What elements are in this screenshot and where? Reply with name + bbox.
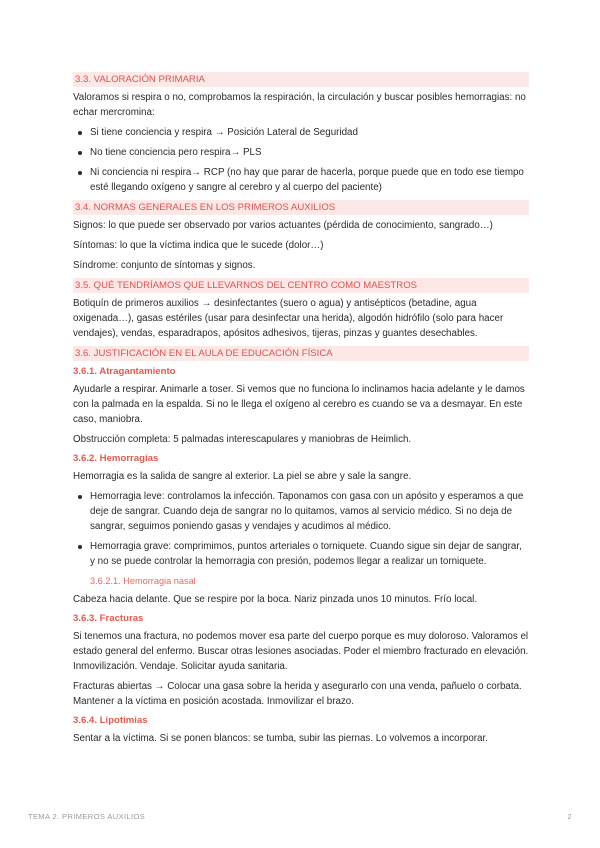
subheading-atragantamiento: 3.6.1. Atragantamiento [73, 366, 176, 377]
paragraph: Si tenemos una fractura, no podemos mover esa parte del cuerpo porque es muy doloroso. Valoramos el estado general del enfermo. Buscar otras lesiones asociadas. Poder el miembro fracturado en elevación. Inmovilización. Vendaje. Solicitar ayuda sanitaria. [73, 631, 529, 672]
bullet-list [73, 125, 529, 195]
paragraph: Ayudarle a respirar. Animarle a toser. Si vemos que no funciona lo inclinamos hacia adelante y le damos con la palmada en la espalda. Si no le llega el oxígeno al cerebro es cuando se va a desmayar. En este caso, maniobra. [73, 384, 525, 425]
list-item: Si tiene conciencia y respira → Posición Lateral de Seguridad [73, 125, 529, 140]
paragraph: Síndrome: conjunto de síntomas y signos. [73, 260, 256, 271]
subheading-lipotimias: 3.6.4. Lipotimias [73, 715, 148, 726]
paragraph: Sentar a la víctima. Si se ponen blancos: se tumba, subir las piernas. Lo volvemos a incorporar. [73, 733, 488, 744]
paragraph: Síntomas: lo que la víctima indica que le sucede (dolor…) [73, 240, 324, 251]
list-item: Hemorragia grave: comprimimos, puntos arteriales o torniquete. Cuando sigue sin dejar de sangrar, y no se puede controlar la hemorragia con presión, podemos llegar a realizar un torniquete. [73, 539, 529, 569]
paragraph: Botiquín de primeros auxilios → desinfectantes (suero o agua) y antisépticos (betadine, agua oxigenada…), gasas estériles (usar para desinfectar una herida), algodón hidrófilo (solo para hacer vendajes), vendas, esparadrapos, apósitos adhesivos, tijeras, pinzas y guantes desechables. [73, 298, 504, 339]
paragraph: Hemorragia es la salida de sangre al exterior. La piel se abre y sale la sangre. [73, 471, 412, 482]
list-item: Hemorragia leve: controlamos la infección. Taponamos con gasa con un apósito y esperamos a que deje de sangrar. Cuando deja de sangrar no lo quitamos, vamos al servicio médico. Si no deja de sangrar, seguimos poniendo gasas y vendajes y acudimos al médico. [73, 489, 529, 534]
paragraph: Signos: lo que puede ser observado por varios actuantes (pérdida de conocimiento, sangrado…) [73, 220, 493, 231]
paragraph: Fracturas abiertas → Colocar una gasa sobre la herida y asegurarlo con una venda, pañuelo o corbata. Mantener a la víctima en posición acostada. Inmovilizar el brazo. [73, 681, 522, 707]
paragraph: Cabeza hacia delante. Que se respire por la boca. Nariz pinzada unos 10 minutos. Frío local. [73, 594, 478, 605]
document-page [73, 72, 529, 751]
subheading-hemorragia-nasal: 3.6.2.1. Hemorragia nasal [90, 576, 196, 586]
page-number: 2 [567, 812, 572, 821]
section-heading-3-4: 3.4. NORMAS GENERALES EN LOS PRIMEROS AUXILIOS [73, 200, 529, 215]
list-item: Ni conciencia ni respira→ RCP (no hay que parar de hacerla, porque puede que en todo ese tiempo esté llegando oxígeno y sangre al cerebro y al cuerpo del paciente) [73, 165, 529, 195]
section-heading-3-3: 3.3. VALORACIÓN PRIMARIA [73, 72, 529, 87]
footer-title: TEMA 2. PRIMEROS AUXILIOS [28, 812, 146, 821]
section-heading-3-6: 3.6. JUSTIFICACIÓN EN EL AULA DE EDUCACIÓN FÍSICA [73, 346, 529, 361]
bullet-list [73, 489, 529, 569]
subheading-fracturas: 3.6.3. Fracturas [73, 613, 144, 624]
paragraph: Valoramos si respira o no, comprobamos la respiración, la circulación y buscar posibles hemorragias: no echar mercromina: [73, 92, 526, 118]
paragraph: Obstrucción completa: 5 palmadas interescapulares y maniobras de Heimlich. [73, 434, 412, 445]
list-item: No tiene conciencia pero respira→ PLS [73, 145, 529, 160]
subheading-hemorragias: 3.6.2. Hemorragias [73, 453, 159, 464]
page-footer [28, 812, 572, 821]
section-heading-3-5: 3.5. QUÉ TENDRÍAMOS QUE LLEVARNOS DEL CENTRO COMO MAESTROS [73, 278, 529, 293]
